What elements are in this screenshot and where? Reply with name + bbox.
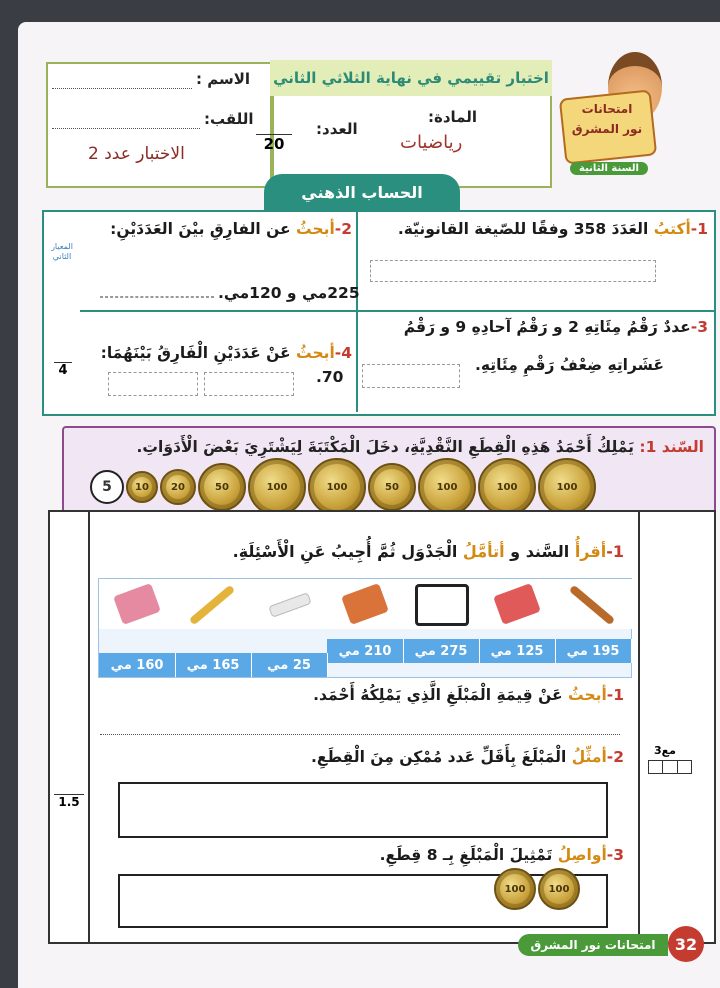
coin-100-1: 100: [478, 458, 536, 516]
q4-answer-box-2[interactable]: [108, 372, 198, 396]
q2-values: 225مي و 120مي.: [218, 284, 360, 302]
brand-logo: [552, 52, 682, 184]
surname-field[interactable]: [52, 128, 200, 129]
name-field[interactable]: [52, 88, 192, 89]
item-price: 125 مي: [479, 639, 556, 663]
worksheet-page: [18, 22, 720, 988]
chalk-icon: [251, 579, 328, 629]
name-label: الاسم :: [196, 70, 251, 88]
coin-10-8: 10: [126, 471, 158, 503]
part2-score-denominator: 1.5: [58, 795, 80, 809]
part2-intro: 1-أقرأُ السَّند و أتأمَّلُ الْجَدْوَل ثُمَّ أُجِيبُ عَنِ الْأَسْئِلَةِ.: [232, 542, 624, 561]
pencil-icon: [175, 579, 252, 629]
question-b-answer-box[interactable]: [118, 782, 608, 838]
q2-answer-line[interactable]: [100, 296, 214, 298]
side-criterion-label: المعيار الثاني 4: [42, 210, 80, 416]
items-price-table: [98, 578, 632, 678]
notebook-icon: [403, 579, 480, 629]
logo-line1: امتحانات: [581, 102, 633, 116]
question-c: 3-أواصِلُ تَمْثِيلَ الْمَبْلَغِ بِـ 8 قِطَعِ.: [379, 846, 624, 864]
grade-fraction[interactable]: [256, 116, 292, 153]
mental-question-3-line2: عَشَراتِهِ ضِعْفُ رَقْمِ مِئَاتِهِ.: [475, 356, 664, 374]
mental-question-2: 2-أبحثُ عن الفارِقِ بيْنَ العَدَدَيْنِ:: [110, 220, 352, 238]
coin-5-9: 5: [90, 470, 124, 504]
item-price: 195 مي: [555, 639, 632, 663]
criterion-boxes[interactable]: [648, 760, 692, 774]
surname-label: اللقب:: [204, 110, 254, 128]
q1-answer-line[interactable]: [370, 260, 656, 282]
item-price: 210 مي: [327, 639, 404, 663]
q3-answer-box[interactable]: [362, 364, 460, 388]
item-price: 275 مي: [403, 639, 480, 663]
colored-paper-icon: [99, 579, 176, 629]
subject-label: المادة:: [428, 108, 478, 126]
mental-question-4: 4-أبحثُ عَنْ عَدَدَيْنِ الْفَارِقُ بَيْنَهُمَا:: [100, 344, 352, 362]
part2-score[interactable]: [54, 782, 84, 809]
coin-100-2: 100: [418, 458, 476, 516]
mental-question-3-line1: 3-عددٌ رَقْمُ مِئَاتِهِ 2 و رَقْمُ آحادِهِ 9 و رَقْمُ: [403, 318, 708, 336]
page-number: 32: [668, 926, 704, 962]
test-number: الاختبار عدد 2: [88, 144, 185, 164]
coin-50-3: 50: [368, 463, 416, 511]
footer-brand: امتحانات نور المشرق: [518, 934, 668, 956]
item-price: 25 مي: [251, 653, 328, 677]
qc-coin-1: 100: [538, 868, 580, 910]
grade-denominator: 20: [263, 135, 285, 153]
subject-value: رياضيات: [400, 132, 463, 153]
section-title: الحساب الذهني: [264, 174, 460, 210]
coin-20-7: 20: [160, 469, 196, 505]
question-a-answer-line[interactable]: [100, 734, 620, 735]
logo-level: السنة الثانية: [570, 162, 648, 175]
eraser-icon: [479, 579, 556, 629]
sanad-text: السّند 1: يَمْلِكُ أَحْمَدُ هَذِهِ الْقِطَعِ النَّقْدِيَّةِ، دخَلَ الْمَكْتَبَةَ لِيَشْتَرِيَ بَعْضَ الْأَدَوَاتِ.: [136, 438, 704, 456]
q4-answer-box-1[interactable]: [204, 372, 294, 396]
coin-100-4: 100: [308, 458, 366, 516]
coin-100-0: 100: [538, 458, 596, 516]
coin-50-6: 50: [198, 463, 246, 511]
test-title: اختبار تقييمي في نهاية الثلاثي الثاني: [270, 60, 552, 96]
question-a: 1-أبحثُ عَنْ قِيمَةِ الْمَبْلَغِ الَّذِي يَمْلِكُهُ أَحْمَد.: [313, 686, 624, 704]
q4-value: 70.: [316, 368, 344, 386]
item-price: 160 مي: [99, 653, 176, 677]
mental-score-denominator: 4: [58, 363, 68, 378]
sharpener-icon: [327, 579, 404, 629]
coin-100-5: 100: [248, 458, 306, 516]
qc-coin-2: 100: [494, 868, 536, 910]
grade-label: العدد:: [316, 120, 358, 138]
question-b: 2-أمثِّلُ الْمَبْلَغَ بِأَقَلِّ عَدد مُمْكِن مِنَ الْقِطَعِ.: [311, 748, 624, 766]
logo-line2: نور المشرق: [571, 122, 643, 136]
pen-icon: [555, 579, 632, 629]
criterion-label: مع3: [654, 744, 676, 757]
item-price: 165 مي: [175, 653, 252, 677]
mental-question-1: 1-أكتبُ العَدَدَ 358 وفقًا للصّيغة القانونيّة.: [397, 220, 708, 238]
